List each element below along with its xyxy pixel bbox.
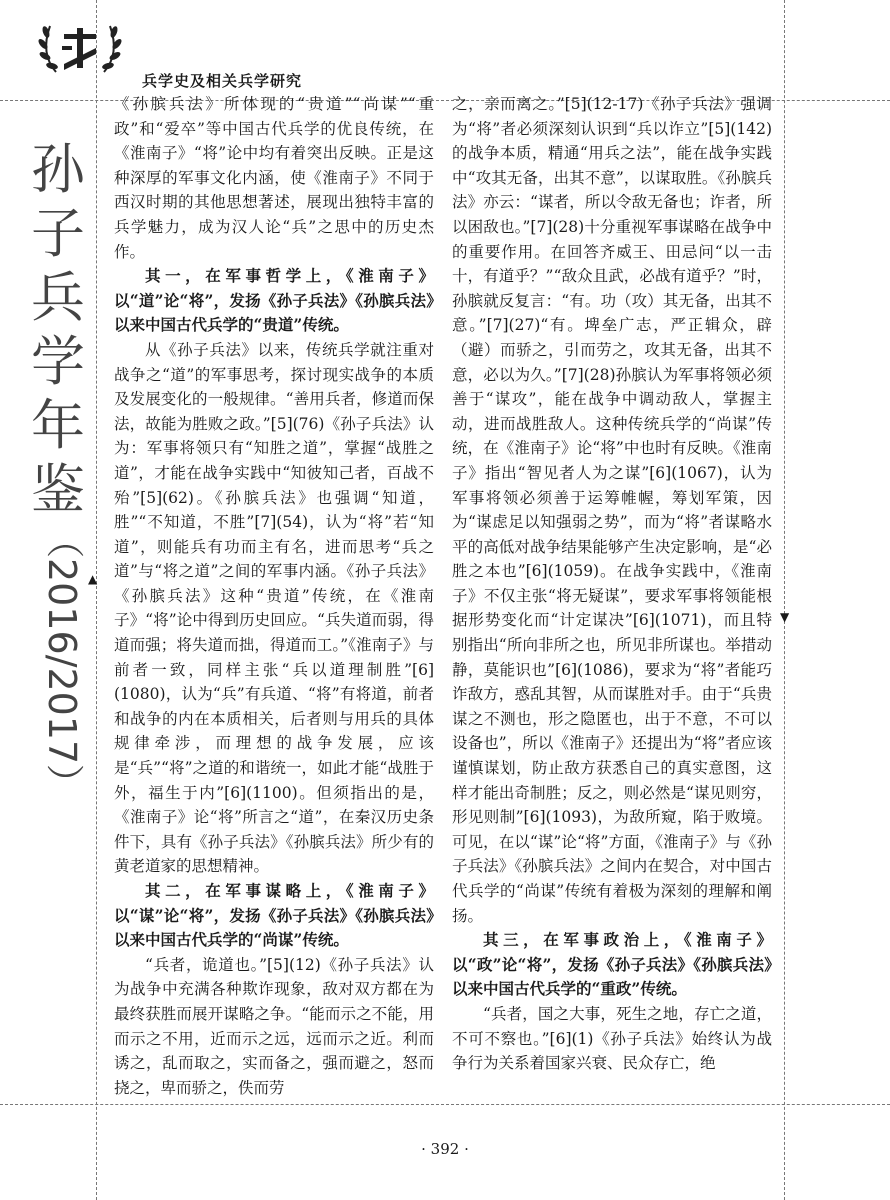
- book-title-char: 子: [31, 202, 85, 265]
- book-title-char: 学: [31, 330, 85, 393]
- paragraph: 之，亲而离之。”[5](12-17)《孙子兵法》强调为“将”者必须深刻认识到“兵以诈立”[5](142)的战争本质，精通“用兵之法”，能在战争实践中“攻其无备，出其不意”，以谋取胜。《孙膑兵法》亦云：“谋者，所以令敌无备也；诈者，所以困敌也。”[7](28)十分重视军事谋略在战争中的重要作用。在回答齐威王、田忌问“以一击十，有道乎？”“敌众且武，必战有道乎？”时，孙膑就反复言：“有。功（攻）其无备，出其不意。”[7](27)“有。埤垒广志，严正辑众，辟（避）而骄之，引而劳之，攻其无备，出其不意，必以为久。”[7](28)孙膑认为军事将领必须善于“谋攻”，能在战争中调动敌人，掌握主动，进而战胜敌人。这种传统兵学的“尚谋”传统，在《淮南子》论“将”中也时有反映。《淮南子》指出“智见者人为之谋”[6](1067)，认为军事将领必须善于运筹帷幄，筹划军策，因为“谋虑足以知强弱之势”，而为“将”者谋略水平的高低对战争结果能够产生决定影响，是“必胜之本也”[6](1059)。在战争实践中，《淮南子》不仅主张“将无疑谋”，要求军事将领能根据形势变化而“计定谋决”[6](1071)，而且特别指出“所向非所之也，所见非所谋也。举措动静，莫能识也”[6](1086)，要求为“将”者能巧诈敌方，惑乱其智，从而谋胜对手。由于“兵贵谋之不测也，形之隐匿也，出于不意，不可以设备也”，所以《淮南子》还提出为“将”者应该谨慎谋划，防止敌方获悉自己的真实意图，这样才能出奇制胜；反之，则必然是“谋见则穷，形见则制”[6](1093)，为敌所窥，陷于败境。可见，在以“谋”论“将”方面，《淮南子》与《孙子兵法》《孙膑兵法》之间内在契合，对中国古代兵学的“尚谋”传统有着极为深刻的理解和阐扬。: [452, 95, 772, 925]
- left-margin-line: [96, 0, 97, 1200]
- book-title-vertical: [26, 138, 90, 522]
- running-header-title: 兵学史及相关兵学研究: [142, 72, 303, 90]
- right-text-column: [452, 92, 772, 1076]
- triangle-down-icon: ▼: [780, 610, 790, 624]
- book-title-char: 兵: [31, 266, 85, 329]
- yearbook-logo: [34, 18, 126, 78]
- section-heading: 其二，在军事谋略上，《淮南子》以“谋”论“将”，发扬《孙子兵法》《孙膑兵法》以来中国古代兵学的“尚谋”传统。: [114, 881, 434, 950]
- paragraph: 《孙膑兵法》所体现的“贵道”“尚谋”“重政”和“爱卒”等中国古代兵学的优良传统，在《淮南子》“将”论中均有着突出反映。正是这种深厚的军事文化内涵，使《淮南子》不同于西汉时期的其他思想著述，展现出独特丰富的兵学魅力，成为汉人论“兵”之思中的历史杰作。: [114, 95, 434, 261]
- right-margin-line: [784, 0, 785, 1200]
- book-title-char: 鉴: [31, 458, 85, 521]
- footer-divider: [0, 1104, 890, 1105]
- paragraph: 从《孙子兵法》以来，传统兵学就注重对战争之“道”的军事思考，探讨现实战争的本质及发展变化的一般规律。“善用兵者，修道而保法，故能为胜败之政。”[5](76)《孙子兵法》认为：军事将领只有“知胜之道”，掌握“战胜之道”，才能在战争实践中“知彼知己者，百战不殆”[5](62)。《孙膑兵法》也强调“知道，胜”“不知道，不胜”[7](54)，认为“将”若“知道”，则能兵有功而主有名，进而思考“兵之道”与“将之道”之间的军事内涵。《孙子兵法》《孙膑兵法》这种“贵道”传统，在《淮南子》“将”论中得到历史回应。“兵失道而弱，得道而强；将失道而拙，得道而工。”《淮南子》与前者一致，同样主张“兵以道理制胜”[6](1080)，认为“兵”有兵道、“将”有将道，前者和战争的内在本质相关，后者则与用兵的具体规律牵涉，而理想的战争发展，应该是“兵”“将”之道的和谐统一，如此才能“战胜于外，福生于内”[6](1100)。但须指出的是，《淮南子》论“将”所言之“道”，在秦汉历史条件下，具有《孙子兵法》《孙膑兵法》所少有的黄老道家的思想精神。: [114, 340, 434, 876]
- paragraph: “兵者，诡道也。”[5](12)《孙子兵法》认为战争中充满各种欺诈现象，敌对双方都在为最终获胜而展开谋略之争。“能而示之不能，用而示之不用，近而示之远，远而示之近。利而诱之，乱而取之，实而备之，强而避之，怒而挠之，卑而骄之，佚而劳: [114, 955, 434, 1097]
- triangle-up-icon: ▲: [88, 572, 98, 586]
- page-number: · 392 ·: [421, 1140, 469, 1158]
- left-text-column: [114, 92, 434, 1100]
- book-year-vertical: （2016/2017）: [40, 520, 84, 803]
- book-title-char: 孙: [31, 138, 85, 201]
- paragraph: “兵者，国之大事，死生之地，存亡之道，不可不察也。”[6](1)《孙子兵法》始终认为战争行为关系着国家兴衰、民众存亡，绝: [452, 1004, 772, 1073]
- book-title-char: 年: [31, 394, 85, 457]
- section-heading: 其三，在军事政治上，《淮南子》以“政”论“将”，发扬《孙子兵法》《孙膑兵法》以来中国古代兵学的“重政”传统。: [452, 930, 772, 999]
- section-heading: 其一，在军事哲学上，《淮南子》以“道”论“将”，发扬《孙子兵法》《孙膑兵法》以来中国古代兵学的“贵道”传统。: [114, 266, 434, 335]
